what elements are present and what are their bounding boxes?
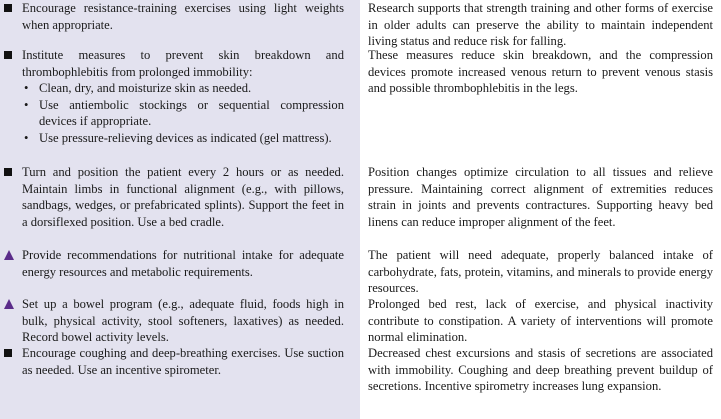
rationales-column — [360, 0, 721, 419]
dot-bullet-icon: • — [24, 130, 29, 145]
square-bullet-icon — [4, 0, 18, 17]
intervention-subitems — [22, 80, 344, 146]
square-bullet-icon — [4, 164, 18, 181]
rationale-text: Decreased chest excursions and stasis of secretions are associated with immobility. Coughing and deep breathing prevent buildup of secretions. Incentive spirometry increases lung expansion. — [368, 346, 713, 393]
interventions-column — [0, 0, 358, 419]
intervention-text: Encourage coughing and deep-breathing exercises. Use suction as needed. Use an incentive spirometer. — [22, 346, 344, 377]
subitem: • Use pressure-relieving devices as indicated (gel mattress). — [24, 130, 332, 145]
intervention-text: Turn and position the patient every 2 hours or as needed. Maintain limbs in functional alignment (e.g., with pillows, sandbags, wedges, or prefabricated splints). Support the feet in a dorsiflexed position. Use a bed cradle. — [22, 165, 344, 229]
subitem: • Use antiembolic stockings or sequential compression devices if appropriate. — [24, 97, 344, 128]
square-bullet-icon — [4, 47, 18, 64]
dot-bullet-icon: • — [24, 81, 29, 95]
rationale-text: Prolonged bed rest, lack of exercise, and physical inactivity contribute to constipation. A variety of interventions will promote normal elimination. — [368, 297, 713, 344]
intervention-text: Institute measures to prevent skin breakdown and thrombophlebitis from prolonged immobility: — [22, 48, 344, 79]
rationale-text: The patient will need adequate, properly balanced intake of carbohydrate, fats, protein, vitamins, and minerals to provide energy resources. — [368, 248, 713, 295]
triangle-bullet-icon — [4, 247, 18, 265]
rationale-text: Position changes optimize circulation to all tissues and relieve pressure. Maintaining correct alignment of extremities reduces strain in joints and prevents contractures. Supporting heavy bed linens can reduce improper alignment of the feet. — [368, 165, 713, 229]
intervention-text: Set up a bowel program (e.g., adequate fluid, foods high in bulk, physical activity, stool softeners, laxatives) as needed. Record bowel activity levels. — [22, 297, 344, 344]
triangle-bullet-icon — [4, 296, 18, 314]
intervention-text: Provide recommendations for nutritional intake for adequate energy resources and metabolic requirements. — [22, 248, 344, 279]
intervention-text: Encourage resistance-training exercises using light weights when appropriate. — [22, 1, 344, 32]
square-bullet-icon — [4, 345, 18, 362]
dot-bullet-icon: • — [24, 97, 29, 112]
rationale-text: Research supports that strength training and other forms of exercise in older adults can preserve the ability to maintain independent living status and reduce risk for falling. — [368, 1, 713, 48]
subitem: • Clean, dry, and moisturize skin as needed. — [24, 81, 252, 95]
rationale-text: These measures reduce skin breakdown, and the compression devices promote increased venous return to prevent venous stasis and possible thrombophlebitis in the legs. — [368, 48, 713, 95]
